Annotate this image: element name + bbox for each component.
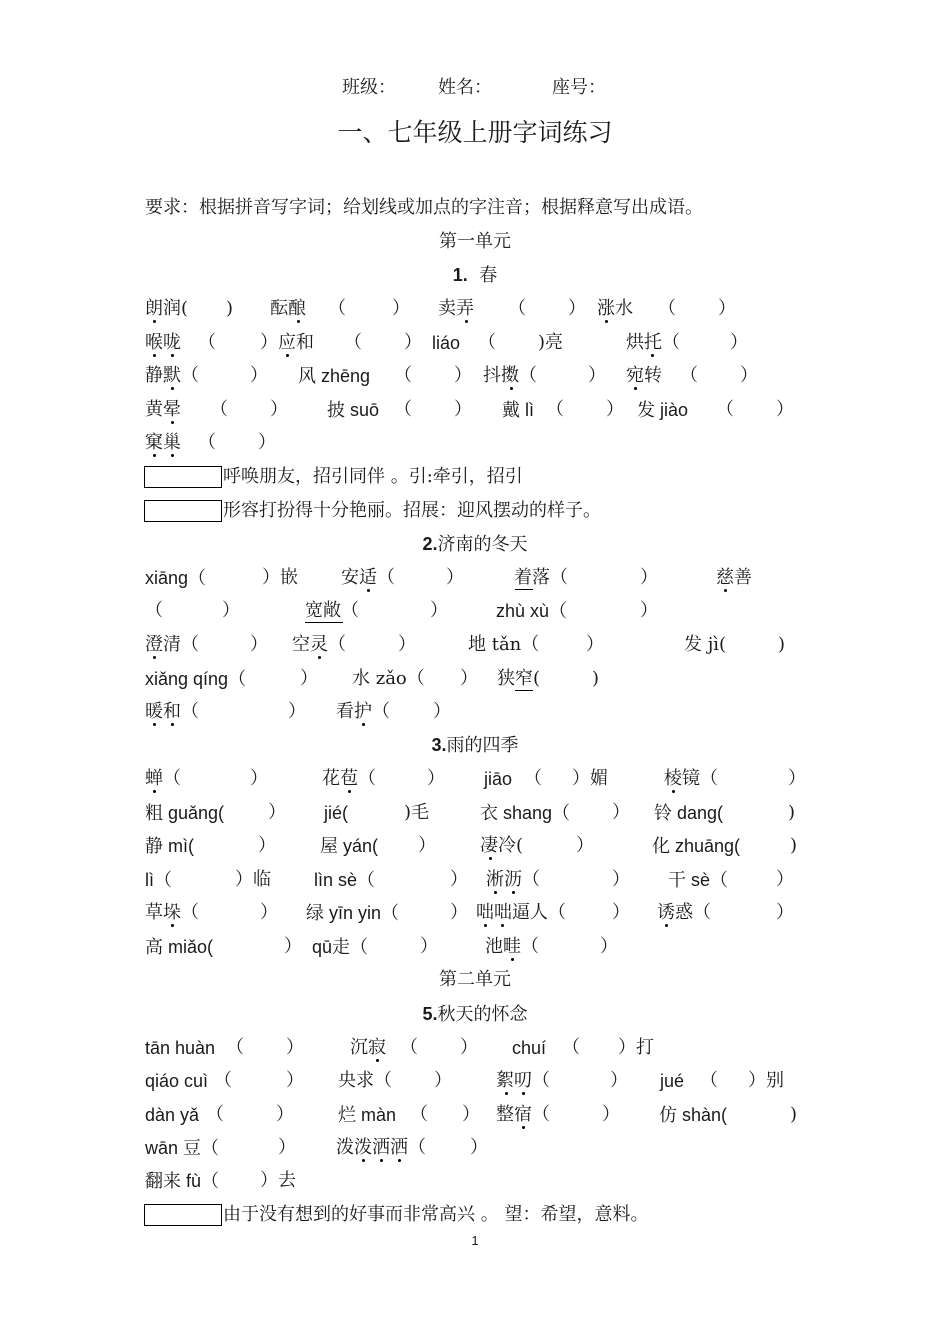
emphasis-dot — [672, 790, 675, 793]
exercise-item: 喉咙 — [145, 332, 181, 353]
exercise-item: 朗润( — [145, 298, 189, 319]
exercise-item: ） — [450, 869, 468, 890]
exercise-item: ） — [270, 399, 288, 420]
emphasis-dot — [362, 1159, 365, 1162]
emphasis-dot — [634, 387, 637, 390]
exercise-item: 宛转 — [626, 365, 662, 386]
exercise-item: ） — [640, 600, 658, 621]
exercise-item: ）别 — [748, 1070, 784, 1091]
exercise-item: ） — [300, 668, 318, 689]
exercise-item: ） — [286, 1070, 304, 1091]
exercise-item: 蝉（ — [145, 768, 181, 789]
emphasis-dot — [153, 723, 156, 726]
exercise-item: 风 zhēng — [298, 366, 371, 386]
exercise-item: ） — [434, 1070, 452, 1091]
seat-label: 座号： — [552, 77, 606, 98]
emphasis-underline — [305, 622, 343, 623]
emphasis-dot — [153, 320, 156, 323]
emphasis-dot — [376, 1059, 379, 1062]
exercise-item: ）应和 — [260, 332, 314, 353]
exercise-item: 披 suō — [327, 400, 380, 420]
exercise-item: 发 jiào — [637, 400, 689, 420]
lesson-heading-2: 2.济南的冬天 — [422, 534, 528, 555]
emphasis-dot — [605, 320, 608, 323]
exercise-item: 安适（ — [341, 567, 395, 588]
emphasis-dot — [501, 924, 504, 927]
exercise-item: ） — [776, 902, 794, 923]
exercise-item: ）打 — [618, 1037, 654, 1058]
emphasis-dot — [171, 454, 174, 457]
exercise-item: 衣 shang（ — [480, 803, 571, 823]
emphasis-dot — [494, 891, 497, 894]
exercise-item: 仿 shàn( — [659, 1105, 728, 1125]
emphasis-dot — [286, 354, 289, 357]
exercise-item: ） — [600, 936, 618, 957]
exercise-item: （ — [478, 332, 496, 353]
exercise-item: （ — [524, 768, 542, 789]
exercise-item: 窠巢 — [145, 432, 181, 453]
exercise-item: 翻来 fù（ — [145, 1171, 220, 1191]
exercise-item: ） — [568, 298, 586, 319]
emphasis-dot — [153, 790, 156, 793]
exercise-item: 干 sè（ — [668, 870, 729, 890]
lesson-heading-3: 3.雨的四季 — [431, 735, 519, 756]
exercise-item: 凄冷( — [480, 835, 524, 856]
exercise-item: ）媚 — [572, 768, 608, 789]
exercise-item: ） — [250, 768, 268, 789]
emphasis-dot — [505, 1092, 508, 1095]
exercise-item: )亮 — [538, 332, 564, 353]
exercise-item: ） — [398, 634, 416, 655]
emphasis-dot — [651, 354, 654, 357]
exercise-item: qiáo cuì — [145, 1071, 209, 1091]
emphasis-dot — [522, 1126, 525, 1129]
exercise-item: 烘托（ — [626, 332, 680, 353]
exercise-item: 酝酿 — [270, 298, 306, 319]
exercise-item: 水 zǎo（ — [352, 668, 425, 689]
exercise-item: 静 mì( — [145, 836, 194, 856]
exercise-item: （ — [328, 298, 346, 319]
exercise-item: ） — [258, 835, 276, 856]
exercise-item: 屋 yán( — [320, 836, 379, 856]
exercise-item: ） — [286, 1037, 304, 1058]
exercise-item: ） — [788, 768, 806, 789]
exercise-item: （ — [400, 1037, 418, 1058]
exercise-item: ） — [470, 1137, 488, 1158]
exercise-item: （ — [508, 298, 526, 319]
exercise-item: ） — [454, 399, 472, 420]
exercise-item: ） — [610, 1070, 628, 1091]
exercise-item: 沉寂 — [350, 1037, 386, 1058]
exercise-item: ） — [576, 835, 594, 856]
exercise-item: ） — [612, 802, 630, 823]
exercise-item: ） — [284, 936, 302, 957]
exercise-item: 花苞（ — [322, 768, 376, 789]
exercise-item: ） — [433, 701, 451, 722]
exercise-item: chuí — [512, 1038, 547, 1058]
exercise-item: 烂 màn — [338, 1105, 397, 1125]
exercise-item: ） — [718, 298, 736, 319]
exercise-item: 化 zhuāng( — [652, 836, 741, 856]
exercise-item: ） — [268, 802, 286, 823]
exercise-item: lìn sè（ — [314, 870, 376, 890]
exercise-item: 池畦（ — [485, 936, 539, 957]
emphasis-dot — [153, 656, 156, 659]
exercise-item: 絮叨（ — [496, 1070, 550, 1091]
emphasis-underline — [515, 690, 533, 691]
exercise-item: （ — [716, 399, 734, 420]
exercise-item: （ — [546, 399, 564, 420]
page-title: 一、七年级上册字词练习 — [337, 118, 613, 147]
exercise-item: ） — [418, 835, 436, 856]
exercise-item: ）临 — [235, 869, 271, 890]
exercise-item: 泼泼洒洒（ — [336, 1137, 426, 1158]
exercise-item: 粗 guǎng( — [145, 803, 225, 823]
emphasis-dot — [171, 387, 174, 390]
exercise-item: ) — [790, 835, 798, 856]
emphasis-dot — [512, 891, 515, 894]
exercise-item: jué — [660, 1071, 685, 1091]
exercise-item: ） — [420, 936, 438, 957]
exercise-item: 诱惑（ — [657, 902, 711, 923]
idiom-definition: 由于没有想到的好事而非常高兴 。 望：希望，意料。 — [223, 1204, 649, 1225]
exercise-item: ） — [454, 365, 472, 386]
exercise-item: （ — [700, 1070, 718, 1091]
emphasis-dot — [367, 589, 370, 592]
exercise-item: ） — [427, 768, 445, 789]
exercise-item: ） — [776, 399, 794, 420]
emphasis-dot — [511, 958, 514, 961]
unit-heading-2: 第二单元 — [439, 969, 511, 990]
exercise-item: （ — [344, 332, 362, 353]
emphasis-dot — [348, 790, 351, 793]
exercise-item: （ — [206, 1104, 224, 1125]
emphasis-dot — [153, 454, 156, 457]
exercise-item: 静默（ — [145, 365, 199, 386]
exercise-item: ） — [612, 869, 630, 890]
exercise-item: ） — [450, 902, 468, 923]
exercise-item: dàn yǎ — [145, 1105, 200, 1125]
exercise-item: ） — [222, 600, 240, 621]
emphasis-dot — [489, 857, 492, 860]
exercise-item: tān huàn — [145, 1038, 216, 1058]
exercise-item: ） — [446, 567, 464, 588]
exercise-item: 央求（ — [338, 1070, 392, 1091]
exercise-item: ） — [612, 902, 630, 923]
class-label: 班级： — [342, 77, 396, 98]
emphasis-dot — [318, 656, 321, 659]
emphasis-dot — [484, 924, 487, 927]
exercise-item: （ — [394, 399, 412, 420]
exercise-item: 咄咄逼人（ — [476, 902, 566, 923]
exercise-item: jié( — [324, 803, 349, 823]
exercise-item: 铃 dang( — [654, 803, 724, 823]
exercise-item: 绿 yīn yin（ — [306, 903, 400, 923]
exercise-item: ） — [250, 365, 268, 386]
exercise-item: ） — [740, 365, 758, 386]
exercise-item: ） — [730, 332, 748, 353]
exercise-item: 卖弄 — [438, 298, 474, 319]
idiom-definition: 形容打扮得十分艳丽。招展：迎风摆动的样子。 — [223, 500, 601, 521]
exercise-item: ) — [592, 668, 600, 689]
lesson-heading-5: 5.秋天的怀念 — [422, 1004, 528, 1025]
exercise-item: zhù xù（ — [496, 601, 568, 621]
exercise-item: ） — [404, 332, 422, 353]
name-label: 姓名： — [438, 77, 492, 98]
exercise-item: 整宿（ — [496, 1104, 550, 1125]
exercise-item: ） — [258, 432, 276, 453]
exercise-item: ） — [288, 701, 306, 722]
idiom-answer-box[interactable] — [144, 500, 222, 522]
exercise-item: )毛 — [404, 802, 430, 823]
exercise-item: 草垛（ — [145, 902, 199, 923]
exercise-item: ） — [606, 399, 624, 420]
exercise-item: ） — [250, 634, 268, 655]
exercise-item: （ — [198, 432, 216, 453]
exercise-item: （ — [145, 600, 163, 621]
exercise-item: 狭窄( — [497, 668, 541, 689]
exercise-item: ) — [788, 802, 796, 823]
exercise-item: xiāng（ — [145, 568, 207, 588]
exercise-item: ） — [586, 634, 604, 655]
exercise-item: ） — [588, 365, 606, 386]
exercise-item: 宽敞（ — [305, 600, 359, 621]
exercise-item: 看护（ — [336, 701, 390, 722]
emphasis-dot — [171, 723, 174, 726]
emphasis-dot — [153, 354, 156, 357]
exercise-item: 高 miǎo( — [145, 937, 214, 957]
exercise-item: 戴 lì — [502, 400, 535, 420]
emphasis-dot — [510, 387, 513, 390]
exercise-item: 地 tǎn（ — [468, 634, 540, 655]
exercise-item: （ — [410, 1104, 428, 1125]
exercise-item: 发 jì( — [684, 634, 727, 655]
emphasis-dot — [398, 1159, 401, 1162]
idiom-answer-box[interactable] — [144, 466, 222, 488]
exercise-item: qū走（ — [312, 937, 369, 957]
exercise-item: ) — [226, 298, 234, 319]
exercise-item: ） — [276, 1104, 294, 1125]
exercise-item: （ — [210, 399, 228, 420]
exercise-item: jiāo — [484, 769, 513, 789]
exercise-item: （ — [394, 365, 412, 386]
emphasis-dot — [171, 421, 174, 424]
exercise-item: 棱镜（ — [664, 768, 718, 789]
emphasis-dot — [724, 589, 727, 592]
exercise-item: lì（ — [145, 870, 172, 890]
exercise-item: 涨水 — [597, 298, 633, 319]
emphasis-dot — [362, 723, 365, 726]
emphasis-dot — [380, 1159, 383, 1162]
requirement-text: 要求：根据拼音写字词；给划线或加点的字注音；根据释意写出成语。 — [145, 197, 703, 218]
exercise-item: （ — [198, 332, 216, 353]
exercise-item: ） — [260, 902, 278, 923]
exercise-item: ）嵌 — [262, 567, 298, 588]
exercise-item: ) — [790, 1104, 798, 1125]
emphasis-dot — [171, 924, 174, 927]
exercise-item: ） — [776, 869, 794, 890]
exercise-item: ） — [460, 1037, 478, 1058]
exercise-item: xiǎng qíng（ — [145, 669, 247, 689]
exercise-item: ）去 — [260, 1170, 296, 1191]
exercise-item: （ — [226, 1037, 244, 1058]
exercise-item: （ — [658, 298, 676, 319]
emphasis-dot — [297, 320, 300, 323]
exercise-item: ） — [278, 1137, 296, 1158]
lesson-heading-1: 1. 春 — [452, 265, 498, 286]
exercise-item: 空灵（ — [292, 634, 346, 655]
exercise-item: （ — [214, 1070, 232, 1091]
exercise-item: 抖擞（ — [483, 365, 537, 386]
exercise-item: wān 豆（ — [145, 1138, 220, 1158]
exercise-item: ） — [640, 567, 658, 588]
emphasis-dot — [465, 320, 468, 323]
exercise-item: 着落（ — [514, 567, 568, 588]
idiom-answer-box[interactable] — [144, 1204, 222, 1226]
exercise-item: ） — [392, 298, 410, 319]
exercise-item: 澄清（ — [145, 634, 199, 655]
exercise-item: ） — [602, 1104, 620, 1125]
exercise-item: （ — [562, 1037, 580, 1058]
emphasis-dot — [665, 924, 668, 927]
exercise-item: liáo — [432, 333, 461, 353]
exercise-item: ） — [460, 668, 478, 689]
emphasis-dot — [522, 1092, 525, 1095]
emphasis-underline — [515, 589, 533, 590]
exercise-item: ） — [430, 600, 448, 621]
unit-heading-1: 第一单元 — [439, 231, 511, 252]
page-number: 1 — [471, 1233, 479, 1248]
exercise-item: 慈善 — [716, 567, 752, 588]
exercise-item: ） — [462, 1104, 480, 1125]
emphasis-dot — [171, 354, 174, 357]
exercise-item: （ — [680, 365, 698, 386]
idiom-definition: 呼唤朋友，招引同伴 。引:牵引，招引 — [223, 466, 523, 487]
exercise-item: 淅沥（ — [486, 869, 540, 890]
exercise-item: 暖和（ — [145, 701, 199, 722]
exercise-item: ) — [778, 634, 786, 655]
exercise-item: 黄晕 — [145, 399, 181, 420]
